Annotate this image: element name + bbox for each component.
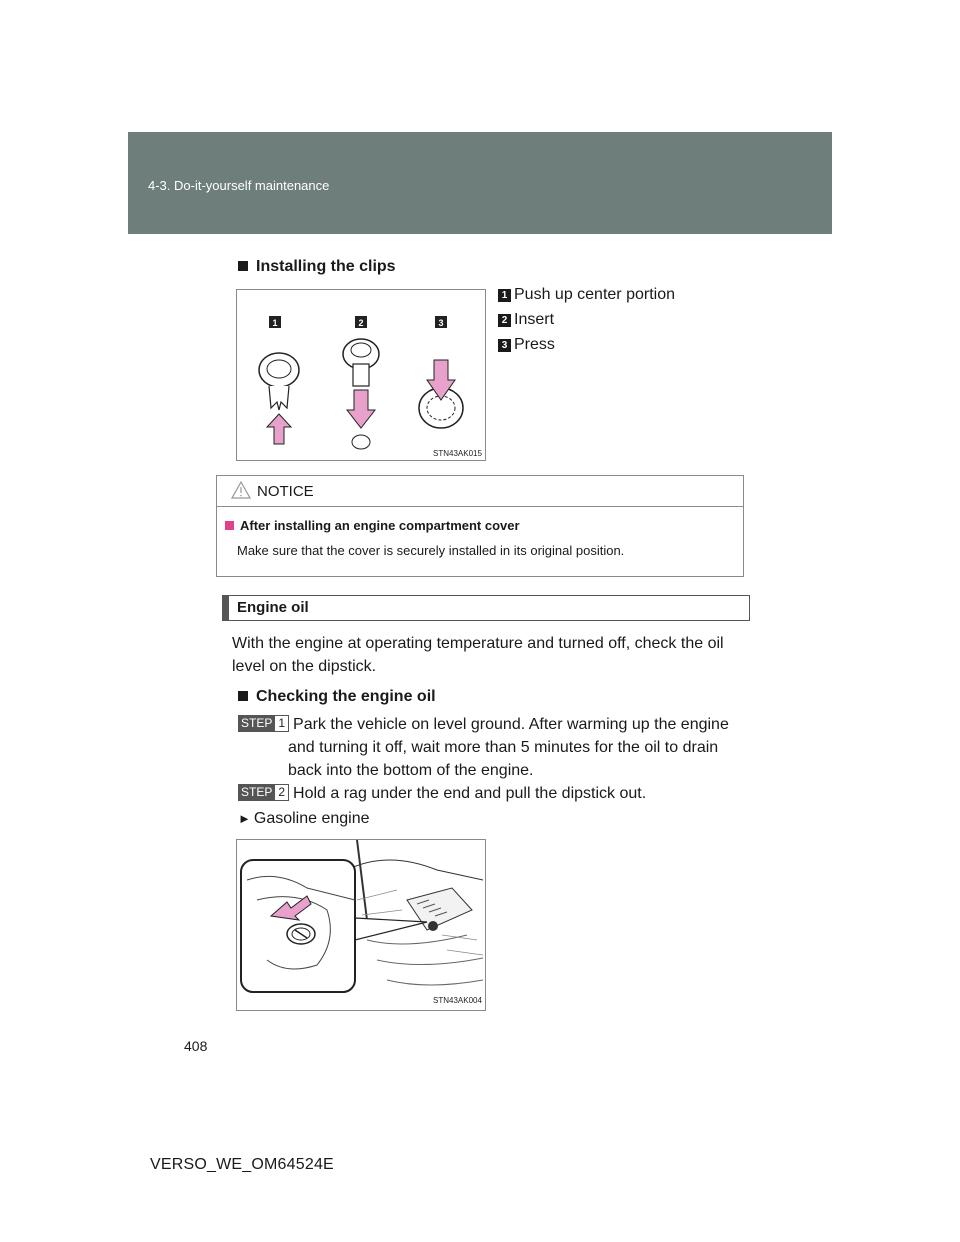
clip-step-1: [498, 286, 675, 304]
clip-1: [259, 353, 299, 444]
step-badge: STEP: [238, 784, 275, 801]
step-number-badge: 2: [498, 314, 511, 327]
notice-title: NOTICE: [257, 483, 314, 500]
square-bullet-icon: [238, 691, 248, 701]
step-2: [238, 782, 646, 805]
figure-tag-3-label: 3: [438, 318, 444, 328]
triangle-pointer-icon: ►: [238, 811, 251, 826]
clip-step-3-label: Press: [514, 336, 555, 353]
clip-step-3: [498, 336, 555, 354]
clip-3: [419, 360, 463, 428]
notice-header: [217, 476, 743, 507]
step-badge-number: 1: [274, 715, 289, 732]
notice-box: [216, 475, 744, 577]
warning-triangle-icon: [231, 481, 251, 499]
clips-figure: [236, 289, 486, 461]
figure-tag-1-label: 1: [272, 318, 278, 328]
clip-step-2-label: Insert: [514, 311, 555, 328]
intro-line-1: With the engine at operating temperature and turned off, check the oil: [232, 635, 724, 652]
clips-heading: Installing the clips: [238, 258, 396, 276]
step-badge: STEP: [238, 715, 275, 732]
square-bullet-icon: [225, 521, 234, 530]
clip-2: [343, 339, 379, 449]
dipstick-handle: [428, 921, 438, 931]
check-oil-heading: Checking the engine oil: [238, 688, 436, 706]
page-number: 408: [184, 1038, 208, 1054]
chapter-title: 4-3. Do-it-yourself maintenance: [148, 178, 330, 193]
notice-item-text: Make sure that the cover is securely installed in its original position.: [237, 543, 625, 558]
section-title: Engine oil: [237, 599, 309, 616]
step-number-badge: 3: [498, 339, 511, 352]
notice-item-title: After installing an engine compartment cover: [225, 518, 520, 533]
engine-illustration: [237, 840, 485, 1010]
step-1-text: Park the vehicle on level ground. After warming up the engine: [293, 716, 729, 733]
figure-tag-2-label: 2: [358, 318, 364, 328]
chapter-header: [128, 132, 832, 234]
step-number-badge: 1: [498, 289, 511, 302]
clip-illustration: [237, 290, 485, 460]
gasoline-engine-label: ► Gasoline engine: [238, 810, 370, 827]
engine-figure-code: STN43AK004: [433, 996, 482, 1005]
step-1: [238, 713, 729, 736]
step-1-line-2: and turning it off, wait more than 5 minutes for the oil to drain: [288, 739, 719, 756]
square-bullet-icon: [238, 261, 248, 271]
section-heading: [222, 595, 750, 621]
step-badge-number: 2: [274, 784, 289, 801]
intro-line-2: level on the dipstick.: [232, 658, 377, 675]
step-2-text: Hold a rag under the end and pull the dipstick out.: [293, 785, 647, 802]
step-1-line-3: back into the bottom of the engine.: [288, 762, 534, 779]
clips-figure-code: STN43AK015: [433, 449, 482, 458]
clip-step-2: [498, 311, 554, 329]
engine-figure: [236, 839, 486, 1011]
clip-step-1-label: Push up center portion: [514, 286, 675, 303]
document-code: VERSO_WE_OM64524E: [150, 1156, 334, 1173]
